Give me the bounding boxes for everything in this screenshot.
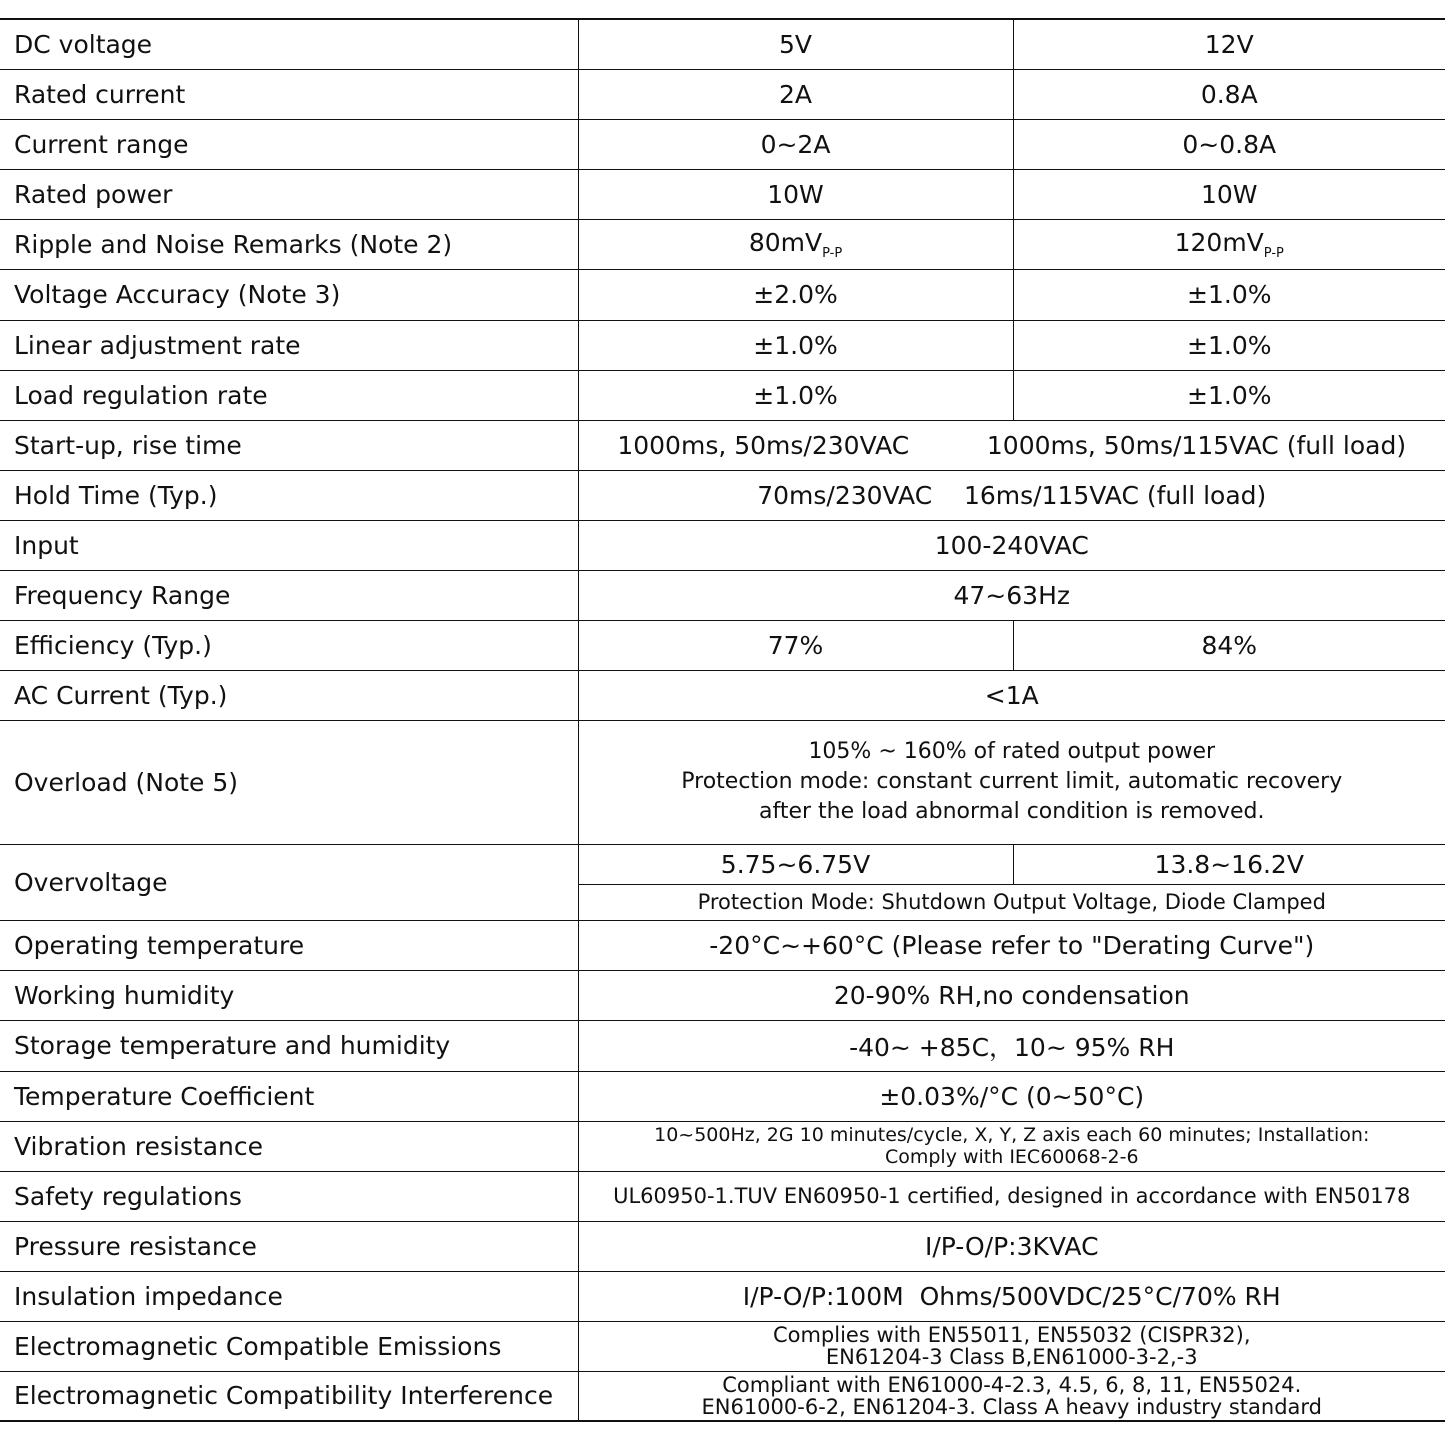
value-12v: ±1.0%: [1013, 320, 1445, 370]
insulation-value: I/P-O/P:100M Ohms/500VDC/25°C/70% RH: [578, 1271, 1445, 1321]
emc-interference-line: EN61000-6-2, EN61204-3. Class A heavy industry standard: [701, 1394, 1322, 1419]
row-label: Operating temperature: [0, 920, 578, 970]
input-value: 100-240VAC: [578, 520, 1445, 570]
ripple-value-5v: 80mV: [748, 227, 823, 257]
value-5v: 5.75~6.75V: [578, 844, 1013, 884]
row-safety: [0, 1171, 1445, 1221]
ripple-subscript: P-P: [822, 245, 843, 261]
row-current-range: [0, 119, 1445, 169]
row-label: Storage temperature and humidity: [0, 1020, 578, 1071]
row-label: Safety regulations: [0, 1171, 578, 1221]
row-ac-current: [0, 670, 1445, 720]
row-load-regulation: [0, 370, 1445, 420]
row-label: Overvoltage: [0, 844, 578, 920]
value-12v: ±1.0%: [1013, 370, 1445, 420]
row-label: AC Current (Typ.): [0, 670, 578, 720]
row-label: Overload (Note 5): [0, 720, 578, 844]
row-label: Linear adjustment rate: [0, 320, 578, 370]
value-5v: 5V: [578, 19, 1013, 69]
row-input: [0, 520, 1445, 570]
row-label: Electromagnetic Compatible Emissions: [0, 1321, 578, 1371]
row-linear-adjustment: [0, 320, 1445, 370]
overload-line: after the load abnormal condition is removed.: [759, 799, 1265, 824]
spec-table: [0, 18, 1445, 1422]
row-label: Ripple and Noise Remarks (Note 2): [0, 219, 578, 269]
value-12v: ±1.0%: [1013, 269, 1445, 320]
row-label: Vibration resistance: [0, 1121, 578, 1171]
row-label: Load regulation rate: [0, 370, 578, 420]
vibration-line: Comply with IEC60068-2-6: [884, 1146, 1139, 1168]
value-12v: 13.8~16.2V: [1013, 844, 1445, 884]
emc-interference-line: Compliant with EN61000-4-2.3, 4.5, 6, 8, 11, EN55024.: [722, 1372, 1302, 1397]
value-5v: 2A: [578, 69, 1013, 119]
row-label: Electromagnetic Compatibility Interference: [0, 1371, 578, 1421]
row-label: Insulation impedance: [0, 1271, 578, 1321]
row-dc-voltage: [0, 19, 1445, 69]
row-emc-emissions: [0, 1321, 1445, 1371]
row-label: Current range: [0, 119, 578, 169]
row-temperature-coefficient: [0, 1071, 1445, 1121]
vibration-line: 10~500Hz, 2G 10 minutes/cycle, X, Y, Z axis each 60 minutes; Installation:: [654, 1124, 1370, 1146]
emc-emissions-value: [578, 1321, 1445, 1371]
overload-line: 105% ~ 160% of rated output power: [808, 739, 1216, 764]
row-working-humidity: [0, 970, 1445, 1020]
value-12v: [1013, 219, 1445, 269]
row-label: Working humidity: [0, 970, 578, 1020]
row-efficiency: [0, 620, 1445, 670]
startup-value-115vac: 1000ms, 50ms/115VAC (full load): [986, 430, 1407, 460]
row-label: Efficiency (Typ.): [0, 620, 578, 670]
value-12v: 0.8A: [1013, 69, 1445, 119]
row-rated-current: [0, 69, 1445, 119]
value-12v: 84%: [1013, 620, 1445, 670]
hold-time-value: 70ms/230VAC 16ms/115VAC (full load): [578, 470, 1445, 520]
row-overload: [0, 720, 1445, 844]
row-voltage-accuracy: [0, 269, 1445, 320]
row-label: Input: [0, 520, 578, 570]
pressure-value: I/P-O/P:3KVAC: [578, 1221, 1445, 1271]
value-5v: ±1.0%: [578, 370, 1013, 420]
startup-value-230vac: 1000ms, 50ms/230VAC: [617, 430, 910, 460]
storage-value: -40~ +85C，10~ 95% RH: [578, 1020, 1445, 1071]
emc-emissions-line: EN61204-3 Class B,EN61000-3-2,-3: [825, 1345, 1198, 1369]
vibration-value: [578, 1121, 1445, 1171]
row-rated-power: [0, 169, 1445, 219]
row-label: Rated current: [0, 69, 578, 119]
operating-temperature-value: -20°C~+60°C (Please refer to "Derating Curve"): [578, 920, 1445, 970]
row-pressure: [0, 1221, 1445, 1271]
row-label: Start-up, rise time: [0, 420, 578, 470]
row-emc-interference: [0, 1371, 1445, 1421]
overload-line: Protection mode: constant current limit, automatic recovery: [681, 769, 1343, 794]
temperature-coefficient-value: ±0.03%/°C (0~50°C): [578, 1071, 1445, 1121]
ripple-value-12v: 120mV: [1174, 227, 1264, 257]
ac-current-value: <1A: [578, 670, 1445, 720]
row-operating-temperature: [0, 920, 1445, 970]
value-12v: 10W: [1013, 169, 1445, 219]
row-label: Pressure resistance: [0, 1221, 578, 1271]
value-5v: 77%: [578, 620, 1013, 670]
value-12v: 0~0.8A: [1013, 119, 1445, 169]
working-humidity-value: 20-90% RH,no condensation: [578, 970, 1445, 1020]
value-5v: ±2.0%: [578, 269, 1013, 320]
value-12v: 12V: [1013, 19, 1445, 69]
row-label: Frequency Range: [0, 570, 578, 620]
value-5v: [578, 219, 1013, 269]
row-label: Temperature Coefficient: [0, 1071, 578, 1121]
row-frequency: [0, 570, 1445, 620]
row-hold-time: [0, 470, 1445, 520]
emc-emissions-line: Complies with EN55011, EN55032 (CISPR32),: [772, 1323, 1251, 1347]
startup-value: [578, 420, 1445, 470]
row-insulation: [0, 1271, 1445, 1321]
row-label: DC voltage: [0, 19, 578, 69]
safety-value: UL60950-1.TUV EN60950-1 certified, designed in accordance with EN50178: [578, 1171, 1445, 1221]
startup-pair: [579, 431, 1445, 460]
row-overvoltage: [0, 844, 1445, 884]
row-label: Hold Time (Typ.): [0, 470, 578, 520]
ripple-subscript: P-P: [1263, 245, 1284, 261]
row-label: Voltage Accuracy (Note 3): [0, 269, 578, 320]
row-label: Rated power: [0, 169, 578, 219]
frequency-value: 47~63Hz: [578, 570, 1445, 620]
value-5v: 0~2A: [578, 119, 1013, 169]
row-startup: [0, 420, 1445, 470]
value-5v: 10W: [578, 169, 1013, 219]
row-vibration: [0, 1121, 1445, 1171]
overload-value: [578, 720, 1445, 844]
row-ripple-noise: [0, 219, 1445, 269]
value-5v: ±1.0%: [578, 320, 1013, 370]
overvoltage-mode: Protection Mode: Shutdown Output Voltage, Diode Clamped: [578, 884, 1445, 920]
emc-interference-value: [578, 1371, 1445, 1421]
row-storage: [0, 1020, 1445, 1071]
